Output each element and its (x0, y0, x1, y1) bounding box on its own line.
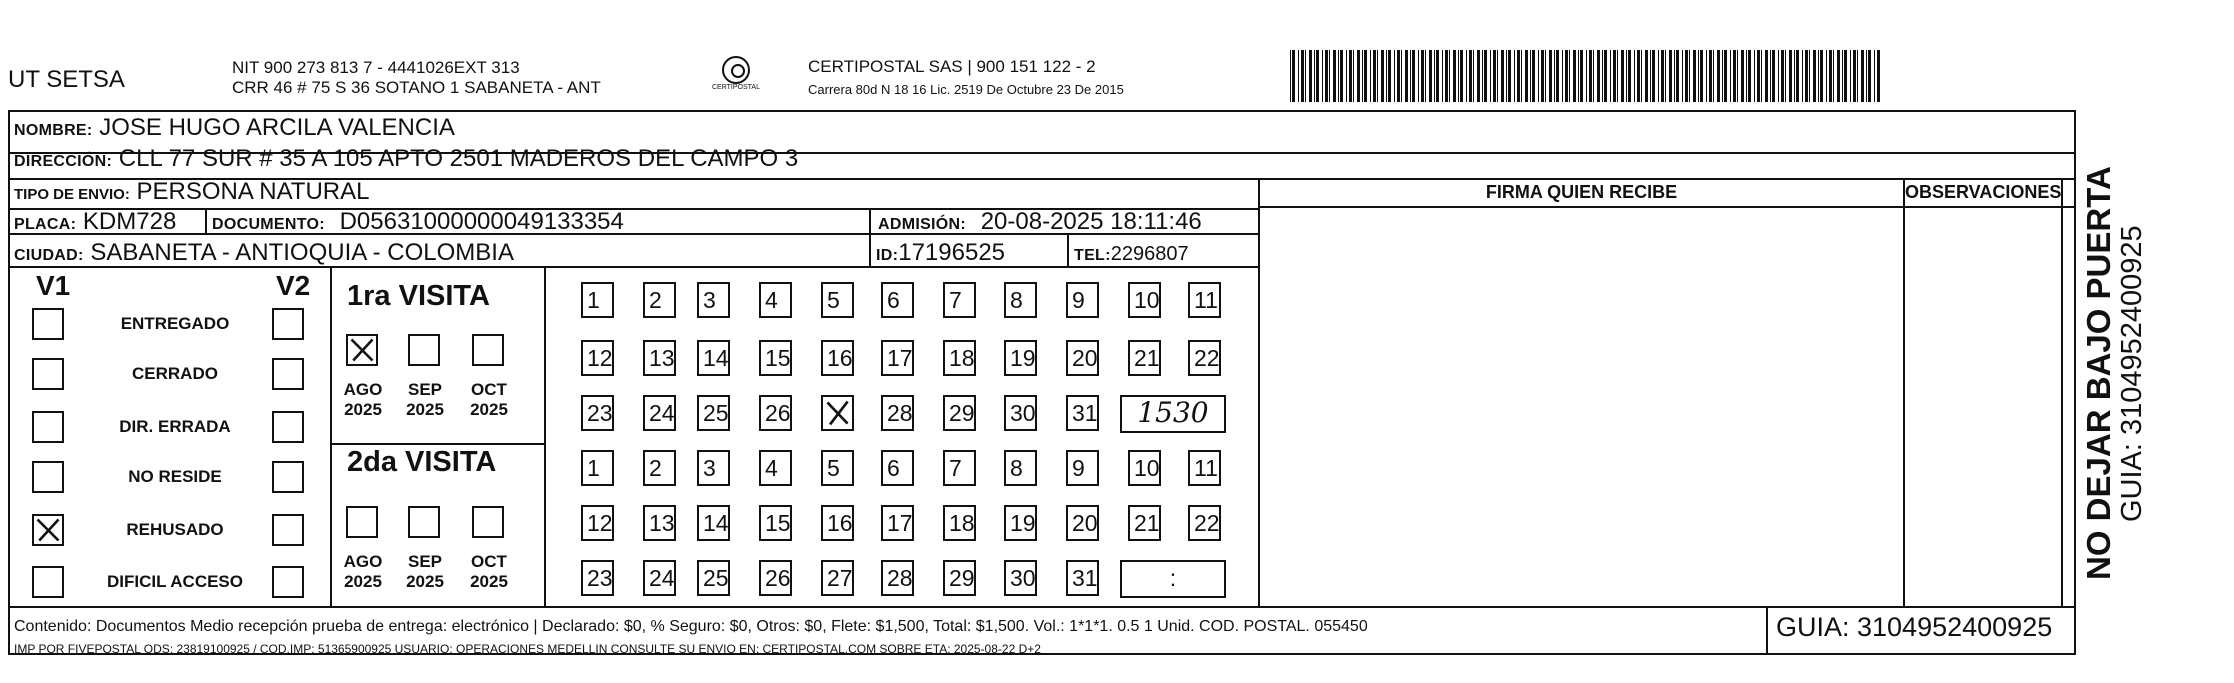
tipo-envio-label: TIPO DE ENVIO: (14, 186, 130, 203)
day-number: 20 (1072, 345, 1098, 371)
day-number: 31 (1072, 565, 1098, 591)
day-number: 23 (587, 400, 613, 426)
visit2-day-box[interactable] (943, 505, 976, 541)
visit2-day-box[interactable] (1188, 505, 1221, 541)
v2-checkbox[interactable] (272, 566, 304, 598)
day-number: 4 (765, 455, 778, 481)
day-number: 26 (765, 400, 791, 426)
day-number: 1 (587, 287, 600, 313)
visit1-month-checkbox[interactable] (346, 334, 378, 366)
visit1-day-box[interactable] (1128, 282, 1161, 318)
day-number: 20 (1072, 510, 1098, 536)
day-number: 13 (649, 510, 675, 536)
visit1-day-box[interactable] (1188, 282, 1221, 318)
visit1-month-label (338, 380, 388, 420)
visit2-day-box[interactable] (1066, 450, 1099, 486)
placa-value: KDM728 (82, 208, 177, 235)
day-number: 16 (827, 345, 853, 371)
day-number: 12 (587, 510, 613, 536)
placa-label: PLACA: (14, 216, 77, 233)
visit1-day-box[interactable] (1066, 395, 1099, 431)
brand-name: UT SETSA (8, 66, 125, 93)
day-number: 30 (1010, 565, 1036, 591)
v1-checkbox[interactable] (32, 308, 64, 340)
x-mark-icon (823, 397, 852, 429)
day-number: 6 (887, 455, 900, 481)
visit1-day-box[interactable] (1004, 395, 1037, 431)
visit2-day-box[interactable] (881, 505, 914, 541)
v1-checkbox[interactable] (32, 461, 64, 493)
visit2-day-box[interactable] (1004, 505, 1037, 541)
visit1-day-box[interactable] (581, 340, 614, 376)
guia-number: GUIA: 3104952400925 (1776, 612, 2053, 642)
visit2-day-box[interactable] (643, 450, 676, 486)
day-number: 18 (949, 510, 975, 536)
visit2-day-box[interactable] (643, 505, 676, 541)
day-number: 1 (587, 455, 600, 481)
visit2-day-box[interactable] (759, 560, 792, 596)
day-number: 21 (1134, 345, 1160, 371)
day-number: 7 (949, 455, 962, 481)
x-mark-icon (348, 336, 376, 364)
month-name: OCT (471, 552, 507, 571)
day-number: 9 (1072, 455, 1085, 481)
month-year: 2025 (470, 400, 508, 419)
day-number: 29 (949, 400, 975, 426)
status-label: NO RESIDE (128, 467, 222, 486)
visit1-day-box[interactable] (943, 395, 976, 431)
visit2-day-box[interactable] (881, 560, 914, 596)
visit1-day-box[interactable] (1004, 282, 1037, 318)
visit2-day-box[interactable] (1128, 505, 1161, 541)
admision-label: ADMISIÓN: (878, 216, 967, 233)
v1-checkbox[interactable] (32, 358, 64, 390)
direccion-label: DIRECCIÓN: (14, 153, 113, 170)
ciudad-value: SABANETA - ANTIOQUIA - COLOMBIA (90, 239, 514, 266)
day-number: 30 (1010, 400, 1036, 426)
visit2-day-box[interactable] (759, 505, 792, 541)
day-number: 15 (765, 345, 791, 371)
visit1-day-box[interactable] (581, 282, 614, 318)
day-number: 29 (949, 565, 975, 591)
visit1-time-box[interactable] (1120, 395, 1226, 433)
visit1-day-box[interactable] (881, 395, 914, 431)
observaciones-header: OBSERVACIONES (1905, 182, 2062, 202)
v2-checkbox[interactable] (272, 461, 304, 493)
documento-field (212, 208, 624, 236)
tel-field (1074, 239, 1189, 267)
status-label: DIFICIL ACCESO (106, 572, 243, 591)
month-name: OCT (471, 380, 507, 399)
tel-label: TEL: (1074, 247, 1111, 264)
status-label: CERRADO (132, 364, 218, 383)
day-number: 28 (887, 400, 913, 426)
visit1-day-box[interactable] (943, 282, 976, 318)
v2-checkbox[interactable] (272, 358, 304, 390)
v1-checkbox[interactable] (32, 566, 64, 598)
visit2-day-box[interactable] (697, 505, 730, 541)
visit2-day-box[interactable] (1066, 560, 1099, 596)
month-year: 2025 (344, 572, 382, 591)
visit1-day-box[interactable] (1128, 340, 1161, 376)
day-number: 10 (1134, 455, 1160, 481)
day-number: 5 (827, 455, 840, 481)
contenido-line: Contenido: Documentos Medio recepción prueba de entrega: electrónico | Declarado: $0, % Seguro: $0, Otros: $0, Flete: $1,500, Total: $1,500. Vol.: 1*1*1. 0.5 1 Unid. COD. POSTAL. 055450 (14, 618, 1368, 635)
visit1-day-box[interactable] (643, 395, 676, 431)
documento-value: D05631000000049133354 (339, 208, 624, 235)
visit2-month-label (338, 552, 388, 592)
nombre-value: JOSE HUGO ARCILA VALENCIA (99, 114, 455, 141)
v1-checkbox[interactable] (32, 514, 64, 546)
v1-checkbox[interactable] (32, 411, 64, 443)
visit1-month-checkbox[interactable] (408, 334, 440, 366)
visit2-month-label (400, 552, 450, 592)
visit1-day-box[interactable] (943, 340, 976, 376)
address-line: CRR 46 # 75 S 36 SOTANO 1 SABANETA - ANT (232, 78, 601, 97)
impresion-line: IMP POR FIVEPOSTAL ODS: 23819100925 / COD.IMP: 51365900925 USUARIO: OPERACIONES MEDELLIN CONSULTE SU ENVIO EN: CERTIPOSTAL.COM SOBRE ETA: 2025-08-22 D+2 (14, 642, 1041, 656)
visit1-day-box[interactable] (697, 282, 730, 318)
direccion-field (14, 145, 798, 173)
status-label: DIR. ERRADA (119, 417, 231, 436)
logo-mark-icon (722, 56, 750, 84)
visit1-day-box[interactable] (643, 340, 676, 376)
v2-checkbox[interactable] (272, 514, 304, 546)
nombre-label: NOMBRE: (14, 122, 93, 139)
nit-line: NIT 900 273 813 7 - 4441026EXT 313 (232, 58, 520, 77)
month-year: 2025 (344, 400, 382, 419)
month-year: 2025 (406, 572, 444, 591)
day-number: 11 (1194, 455, 1218, 481)
day-number: 6 (887, 287, 900, 313)
placa-field (14, 208, 176, 236)
ciudad-field (14, 239, 514, 267)
day-number: 12 (587, 345, 613, 371)
visit2-day-box[interactable] (821, 560, 854, 596)
v2-checkbox[interactable] (272, 308, 304, 340)
visit1-day-box[interactable] (1066, 282, 1099, 318)
company-info (232, 58, 601, 98)
documento-label: DOCUMENTO: (212, 216, 325, 233)
barcode (1290, 50, 1886, 102)
day-number: 17 (887, 510, 913, 536)
status-label: REHUSADO (126, 520, 224, 539)
day-number: 24 (649, 400, 675, 426)
month-year: 2025 (470, 572, 508, 591)
visit1-month-checkbox[interactable] (472, 334, 504, 366)
visit2-day-box[interactable] (1128, 450, 1161, 486)
day-number: 8 (1010, 287, 1023, 313)
day-number: 4 (765, 287, 778, 313)
visit1-day-box[interactable] (1004, 340, 1037, 376)
status-label: ENTREGADO (120, 314, 230, 333)
v2-checkbox[interactable] (272, 411, 304, 443)
visit1-day-box[interactable] (581, 395, 614, 431)
ciudad-label: CIUDAD: (14, 247, 84, 264)
day-number: 23 (587, 565, 613, 591)
day-number: 2 (649, 455, 662, 481)
day-number: 24 (649, 565, 675, 591)
id-label: ID: (876, 247, 899, 264)
visit1-day-box[interactable] (881, 340, 914, 376)
day-number: 10 (1134, 287, 1160, 313)
id-field (876, 239, 1005, 267)
certipostal-nit: CERTIPOSTAL SAS | 900 151 122 - 2 (808, 57, 1096, 76)
day-number: 11 (1194, 287, 1218, 313)
visit1-day-box[interactable] (697, 395, 730, 431)
day-number: 15 (765, 510, 791, 536)
v1-label: V1 (36, 270, 71, 301)
visit2-month-checkbox[interactable] (472, 506, 504, 538)
visit2-day-box[interactable] (697, 450, 730, 486)
visit1-day-box[interactable] (821, 282, 854, 318)
tipo-envio-field (14, 178, 369, 206)
visit1-day-box[interactable] (881, 282, 914, 318)
visit1-month-label (464, 380, 514, 420)
firma-header: FIRMA QUIEN RECIBE (1485, 182, 1678, 202)
certipostal-address: Carrera 80d N 18 16 Lic. 2519 De Octubre 23 De 2015 (808, 82, 1124, 97)
day-number: 27 (827, 565, 853, 591)
visit2-day-box[interactable] (643, 560, 676, 596)
nombre-field (14, 114, 455, 142)
logo-text: CERTIPOSTAL (712, 84, 760, 91)
visit1-day-box[interactable] (1188, 340, 1221, 376)
visit1-day-box[interactable] (821, 340, 854, 376)
day-number: 7 (949, 287, 962, 313)
visit1-day-box[interactable] (1066, 340, 1099, 376)
day-number: 3 (703, 287, 716, 313)
day-number: 26 (765, 565, 791, 591)
day-number: 13 (649, 345, 675, 371)
day-number: 19 (1010, 510, 1036, 536)
day-number: 5 (827, 287, 840, 313)
day-number: 25 (703, 400, 729, 426)
visit1-month-label (400, 380, 450, 420)
month-name: SEP (407, 552, 443, 571)
day-number: 21 (1134, 510, 1160, 536)
direccion-value: CLL 77 SUR # 35 A 105 APTO 2501 MADEROS DEL CAMPO 3 (118, 145, 799, 172)
visit1-day-box[interactable] (759, 340, 792, 376)
admision-value: 20-08-2025 18:11:46 (980, 208, 1202, 235)
tel-value: 2296807 (1110, 243, 1189, 265)
visit2-day-box[interactable] (759, 450, 792, 486)
visit-time: 1530 (1137, 396, 1209, 429)
day-number: 28 (887, 565, 913, 591)
month-name: AGO (343, 380, 383, 399)
month-year: 2025 (406, 400, 444, 419)
day-number: 16 (827, 510, 853, 536)
visit2-day-box[interactable] (943, 560, 976, 596)
visit2-day-box[interactable] (697, 560, 730, 596)
visit2-day-box[interactable] (1188, 450, 1221, 486)
month-name: SEP (407, 380, 443, 399)
month-name: AGO (343, 552, 383, 571)
visit1-day-box[interactable] (759, 282, 792, 318)
no-dejar-bajo-puerta: NO DEJAR BAJO PUERTA (2080, 166, 2117, 580)
visit2-month-checkbox[interactable] (346, 506, 378, 538)
v2-label: V2 (276, 270, 311, 301)
visit2-day-box[interactable] (821, 450, 854, 486)
visit2-day-box[interactable] (1004, 560, 1037, 596)
visit2-title: 2da VISITA (347, 446, 497, 478)
day-number: 2 (649, 287, 662, 313)
day-number: 8 (1010, 455, 1023, 481)
visit2-day-box[interactable] (581, 450, 614, 486)
day-number: 25 (703, 565, 729, 591)
visit1-day-box[interactable] (643, 282, 676, 318)
tipo-envio-value: PERSONA NATURAL (136, 178, 370, 205)
x-mark-icon (34, 516, 62, 544)
visit2-month-label (464, 552, 514, 592)
visit2-time-box[interactable] (1120, 560, 1226, 598)
id-value: 17196525 (898, 239, 1006, 266)
visit1-day-box[interactable] (821, 395, 854, 431)
day-number: 14 (703, 345, 729, 371)
day-number: 3 (703, 455, 716, 481)
visit2-day-box[interactable] (1066, 505, 1099, 541)
day-number: 18 (949, 345, 975, 371)
day-number: 19 (1010, 345, 1036, 371)
day-number: 22 (1194, 345, 1220, 371)
day-number: 17 (887, 345, 913, 371)
visit2-day-box[interactable] (821, 505, 854, 541)
visit-time: : (1169, 565, 1177, 591)
day-number: 14 (703, 510, 729, 536)
visit1-day-box[interactable] (697, 340, 730, 376)
visit1-day-box[interactable] (759, 395, 792, 431)
day-number: 31 (1072, 400, 1098, 426)
visit2-day-box[interactable] (881, 450, 914, 486)
admision-field (878, 208, 1202, 236)
visit2-day-box[interactable] (581, 505, 614, 541)
visit2-day-box[interactable] (581, 560, 614, 596)
day-number: 9 (1072, 287, 1085, 313)
visit2-month-checkbox[interactable] (408, 506, 440, 538)
visit1-title: 1ra VISITA (347, 280, 490, 312)
certipostal-logo (700, 56, 772, 96)
side-guia-number: GUIA: 3104952400925 (2116, 225, 2148, 522)
visit2-day-box[interactable] (943, 450, 976, 486)
day-number: 22 (1194, 510, 1220, 536)
visit2-day-box[interactable] (1004, 450, 1037, 486)
